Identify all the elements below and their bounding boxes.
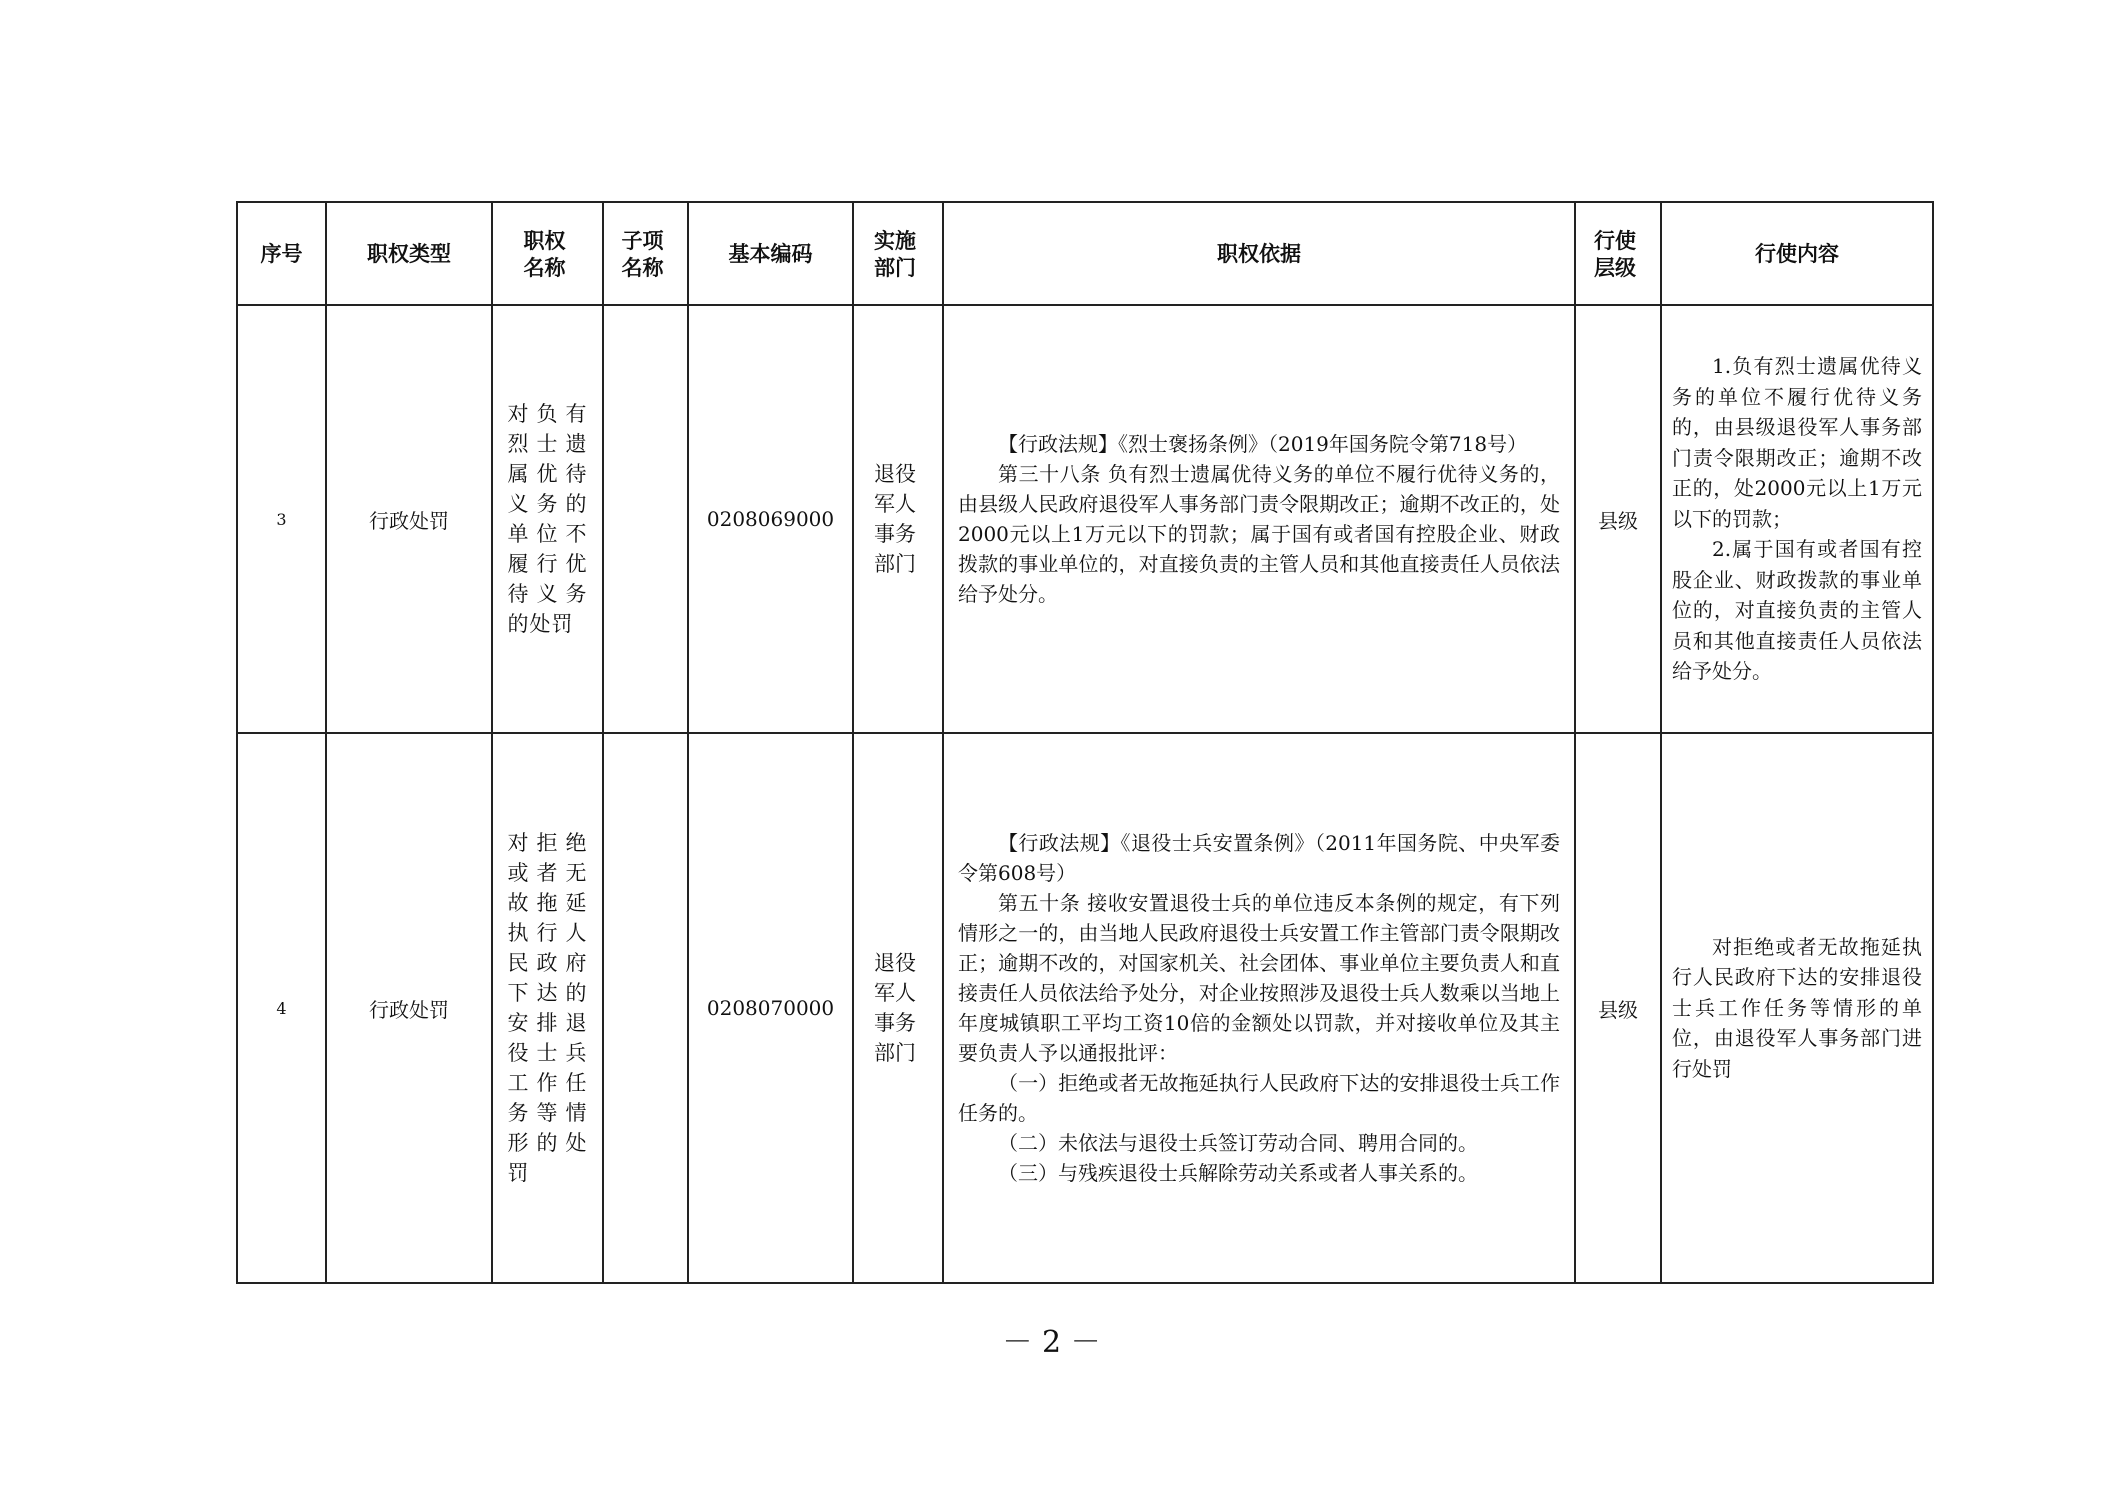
basis-item: （一）拒绝或者无故拖延执行人民政府下达的安排退役士兵工作任务的。: [958, 1071, 1560, 1125]
basis-article: 第五十条 接收安置退役士兵的单位违反本条例的规定，有下列情形之一的，由当地人民政府退役士兵安置工作主管部门责令限期改正；逾期不改的，对国家机关、社会团体、事业单位主要负责人和直接责任人员依法给予处分，对企业按照涉及退役士兵人数乘以当地上年度城镇职工平均工资10倍的金额处以罚款，并对接收单位及其主要负责人予以通报批评：: [958, 891, 1560, 1065]
cell-content: [1661, 305, 1933, 733]
cell-type: 行政处罚: [326, 305, 492, 733]
basis-item: （二）未依法与退役士兵签订劳动合同、聘用合同的。: [998, 1131, 1478, 1155]
basis-article: 第三十八条 负有烈士遗属优待义务的单位不履行优待义务的，由县级人民政府退役军人事务部门责令限期改正；逾期不改正的，处2000元以上1万元以下的罚款；属于国有或者国有控股企业、财政拨款的事业单位的，对直接负责的主管人员和其他直接责任人员依法给予处分。: [958, 462, 1560, 606]
cell-name: 对负有烈士遗属优待义务的单位不履行优待义务的处罚: [492, 305, 603, 733]
header-seq: 序号: [237, 202, 326, 305]
header-content: 行使内容: [1661, 202, 1933, 305]
header-name: 职权 名称: [492, 202, 603, 305]
cell-name: 对拒绝或者无故拖延执行人民政府下达的安排退役士兵工作任务等情形的处罚: [492, 733, 603, 1283]
cell-basis: [943, 733, 1575, 1283]
cell-dept: 退役军人事务部门: [853, 305, 943, 733]
content-item: 对拒绝或者无故拖延执行人民政府下达的安排退役士兵工作任务等情形的单位，由退役军人事务部门进行处罚: [1672, 934, 1922, 1081]
basis-item: （三）与残疾退役士兵解除劳动关系或者人事关系的。: [998, 1161, 1478, 1185]
header-basis: 职权依据: [943, 202, 1575, 305]
cell-code: 0208069000: [688, 305, 853, 733]
header-row: [237, 202, 1933, 305]
header-type: 职权类型: [326, 202, 492, 305]
header-code: 基本编码: [688, 202, 853, 305]
table-row: [237, 733, 1933, 1283]
content-item: 2.属于国有或者国有控股企业、财政拨款的事业单位的，对直接负责的主管人员和其他直接责任人员依法给予处分。: [1672, 537, 1922, 684]
authority-table: [236, 201, 1934, 1284]
cell-level: 县级: [1575, 305, 1661, 733]
cell-level: 县级: [1575, 733, 1661, 1283]
cell-dept: 退役军人事务部门: [853, 733, 943, 1283]
table-row: [237, 305, 1933, 733]
cell-basis: [943, 305, 1575, 733]
content-item: 1.负有烈士遗属优待义务的单位不履行优待义务的，由县级退役军人事务部门责令限期改正；逾期不改正的，处2000元以上1万元以下的罚款；: [1672, 354, 1922, 531]
basis-source: 【行政法规】《退役士兵安置条例》（2011年国务院、中央军委令第608号）: [958, 831, 1560, 885]
cell-seq: 3: [237, 305, 326, 733]
cell-seq: 4: [237, 733, 326, 1283]
cell-type: 行政处罚: [326, 733, 492, 1283]
header-level: 行使 层级: [1575, 202, 1661, 305]
cell-sub: [603, 733, 688, 1283]
cell-content: [1661, 733, 1933, 1283]
basis-source: 【行政法规】《烈士褒扬条例》（2019年国务院令第718号）: [998, 432, 1528, 456]
page-number: － 2 －: [1002, 1325, 1101, 1360]
cell-code: 0208070000: [688, 733, 853, 1283]
header-sub: 子项 名称: [603, 202, 688, 305]
header-dept: 实施 部门: [853, 202, 943, 305]
cell-sub: [603, 305, 688, 733]
